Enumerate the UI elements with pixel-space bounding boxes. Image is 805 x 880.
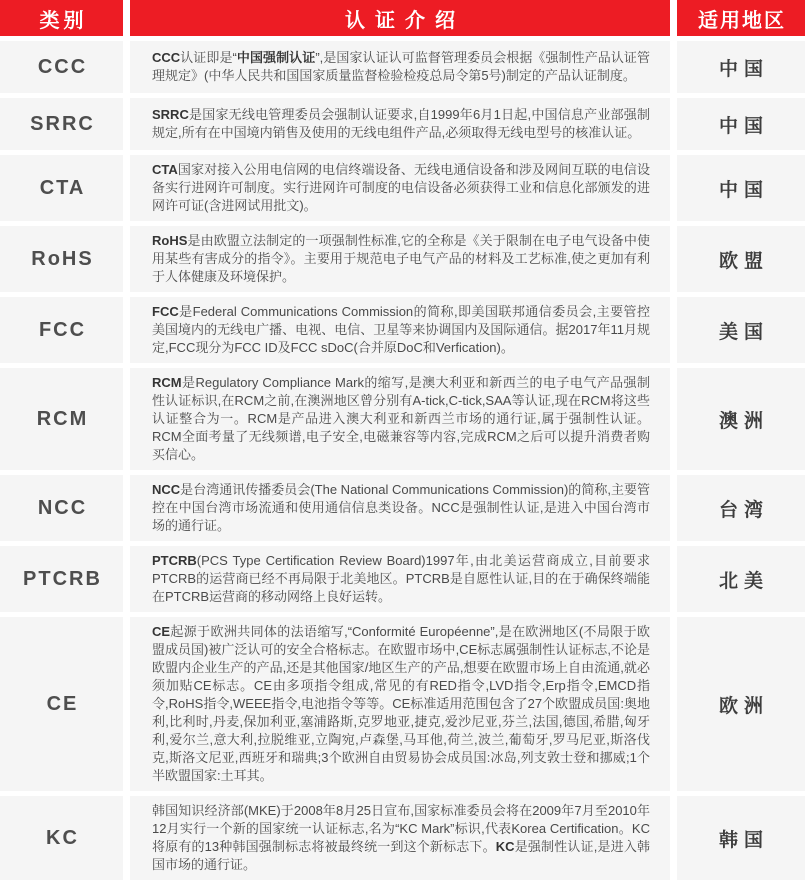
- table-row: [0, 546, 805, 612]
- region-cell: [677, 546, 805, 612]
- description-cell: [130, 617, 670, 791]
- header-category-label: 类别: [39, 9, 88, 32]
- description-text: CTA国家对接入公用电信网的电信终端设备、无线电通信设备和涉及网间互联的电信设备实行进网许可制度。实行进网许可制度的电信设备必须获得工业和信息化部颁发的进网许可证(含进网试用批文)。: [152, 162, 650, 213]
- category-label: PTCRB: [23, 567, 102, 590]
- category-cell: [0, 368, 123, 470]
- region-label: 欧盟: [718, 250, 769, 272]
- region-cell: [677, 155, 805, 221]
- table-row: [0, 475, 805, 541]
- region-cell: [677, 226, 805, 292]
- region-label: 韩国: [718, 829, 769, 851]
- table-row: [0, 155, 805, 221]
- region-label: 中国: [718, 179, 769, 201]
- header-intro-label: 认证介绍: [345, 9, 465, 32]
- description-cell: [130, 546, 670, 612]
- region-label: 中国: [718, 58, 769, 80]
- table-row: [0, 98, 805, 150]
- description-cell: [130, 297, 670, 363]
- table-row: [0, 41, 805, 93]
- table-row: [0, 297, 805, 363]
- region-cell: [677, 98, 805, 150]
- region-cell: [677, 41, 805, 93]
- region-label: 北美: [718, 570, 769, 592]
- table-body: [0, 41, 805, 880]
- header-cell-category: [0, 0, 123, 36]
- description-text: FCC是Federal Communications Commission的简称,即美国联邦通信委员会,主要管控美国境内的无线电广播、电视、电信、卫星等来协调国内及国际通信。据2017年11月规定,FCC现分为FCC ID及FCC sDoC(合并原DoC和Verfication)。: [152, 304, 650, 355]
- category-label: CTA: [39, 176, 86, 199]
- header-cell-region: [677, 0, 805, 36]
- category-cell: [0, 475, 123, 541]
- description-text: 韩国知识经济部(MKE)于2008年8月25日宣布,国家标准委员会将在2009年7月至2010年12月实行一个新的国家统一认证标志,名为“KC Mark”标识,代表Korea Certification。KC将原有的13种韩国强制标志将被最终统一到这个新标志下。KC是强制性认证,是进入韩国市场的通行证。: [152, 803, 650, 872]
- region-cell: [677, 475, 805, 541]
- description-text: NCC是台湾通讯传播委员会(The National Communications Commission)的简称,主要管控在中国台湾市场流通和使用通信信息类设备。NCC是强制性认证,是进入中国台湾市场的通行证。: [152, 482, 650, 533]
- table-row: [0, 796, 805, 880]
- table-row: [0, 226, 805, 292]
- description-text: SRRC是国家无线电管理委员会强制认证要求,自1999年6月1日起,中国信息产业部强制规定,所有在中国境内销售及使用的无线电组件产品,必须取得无线电型号的核准认证。: [152, 107, 650, 140]
- category-label: NCC: [37, 496, 88, 519]
- category-label: SRRC: [30, 112, 95, 135]
- description-cell: [130, 41, 670, 93]
- table-header-row: [0, 0, 805, 36]
- category-cell: [0, 41, 123, 93]
- category-label: FCC: [38, 318, 87, 341]
- category-label: KC: [46, 826, 79, 849]
- region-cell: [677, 297, 805, 363]
- region-label: 欧洲: [718, 695, 769, 717]
- table-row: [0, 617, 805, 791]
- description-cell: [130, 155, 670, 221]
- region-cell: [677, 796, 805, 880]
- region-cell: [677, 617, 805, 791]
- description-text: CE起源于欧洲共同体的法语缩写,“Conformité Européenne”,是在欧洲地区(不局限于欧盟成员国)被广泛认可的安全合格标志。在欧盟市场中,CE标志属强制性认证标志,不论是欧盟内企业生产的产品,还是其他国家/地区生产的产品,想要在欧盟市场上自由流通,就必须加贴CE标志。CE由多项指令组成,常见的有RED指令,LVD指令,Erp指令,EMCD指令,RoHS指令,WEEE指令,电池指令等等。CE标准适用范围包含了27个欧盟成员国:奥地利,比利时,丹麦,保加利亚,塞浦路斯,克罗地亚,捷克,爱沙尼亚,芬兰,法国,德国,希腊,匈牙利,爱尔兰,意大利,拉脱维亚,立陶宛,卢森堡,马耳他,荷兰,波兰,葡萄牙,罗马尼亚,斯洛伐克,斯洛文尼亚,西班牙和瑞典;3个欧洲自由贸易协会成员国:冰岛,列支敦士登和挪威;1个半欧盟国家:土耳其。: [152, 624, 650, 783]
- category-label: CCC: [37, 55, 88, 78]
- category-cell: [0, 617, 123, 791]
- description-cell: [130, 796, 670, 880]
- header-region-label: 适用地区: [698, 9, 786, 32]
- region-cell: [677, 368, 805, 470]
- category-cell: [0, 546, 123, 612]
- category-cell: [0, 155, 123, 221]
- description-text: RoHS是由欧盟立法制定的一项强制性标准,它的全称是《关于限制在电子电气设备中使用某些有害成分的指令》。主要用于规范电子电气产品的材料及工艺标准,使之更加有利于人体健康及环境保护。: [152, 233, 650, 284]
- category-cell: [0, 226, 123, 292]
- category-cell: [0, 297, 123, 363]
- region-label: 中国: [718, 115, 769, 137]
- category-cell: [0, 796, 123, 880]
- table-row: [0, 368, 805, 470]
- description-cell: [130, 226, 670, 292]
- description-text: RCM是Regulatory Compliance Mark的缩写,是澳大利亚和新西兰的电子电气产品强制性认证标识,在RCM之前,在澳洲地区曾分别有A-tick,C-tick,SAA等认证,现在RCM将这些认证整合为一。RCM是产品进入澳大利亚和新西兰市场的通行证,属于强制性认证。RCM全面考量了无线频谱,电子安全,电磁兼容等内容,完成RCM之后可以提升消费者购买信心。: [152, 375, 650, 462]
- description-text: CCC认证即是“中国强制认证”,是国家认证认可监督管理委员会根据《强制性产品认证管理规定》(中华人民共和国国家质量监督检验检疫总局令第5号)制定的产品认证制度。: [152, 50, 650, 83]
- region-label: 台湾: [718, 499, 769, 521]
- description-cell: [130, 98, 670, 150]
- region-label: 澳洲: [718, 410, 769, 432]
- description-text: PTCRB(PCS Type Certification Review Board)1997年,由北美运营商成立,目前要求PTCRB的运营商已经不再局限于北美地区。PTCRB是自愿性认证,目的在于确保终端能在PTCRB运营商的移动网络上良好运转。: [152, 553, 650, 604]
- description-cell: [130, 475, 670, 541]
- header-cell-intro: [130, 0, 670, 36]
- category-label: CE: [46, 692, 79, 715]
- category-label: RoHS: [31, 247, 94, 270]
- region-label: 美国: [718, 321, 769, 343]
- category-cell: [0, 98, 123, 150]
- category-label: RCM: [36, 407, 89, 430]
- description-cell: [130, 368, 670, 470]
